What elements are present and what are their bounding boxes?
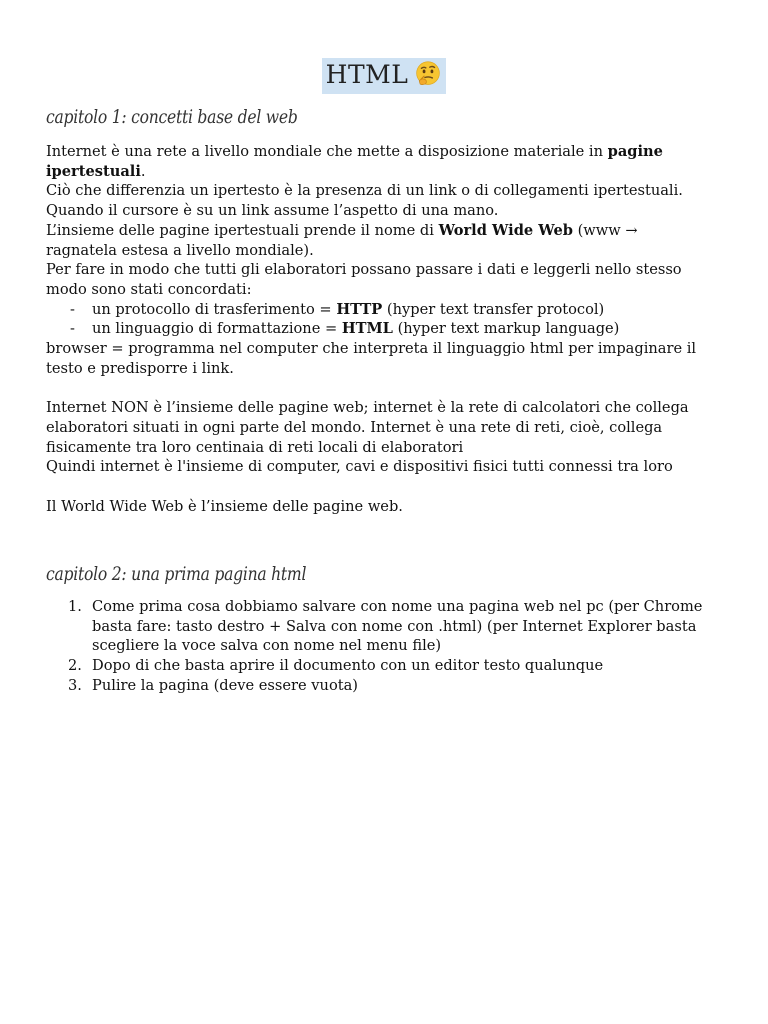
text-run: (hyper text transfer protocol): [382, 300, 605, 318]
list-item: [46, 656, 706, 676]
paragraph-quindi: Quindi internet è l'insieme di computer, cavi e dispositivi fisici tutti connessi tra loro: [46, 458, 673, 476]
text-run: un protocollo di trasferimento =: [92, 300, 337, 318]
paragraph-cursore: Quando il cursore è su un link assume l’aspetto di una mano.: [46, 202, 499, 220]
list-number: 1.: [68, 598, 82, 615]
protocol-list: [46, 300, 706, 339]
text-run: (hyper text markup language): [392, 320, 620, 338]
paragraph-world-wide-web: Il World Wide Web è l’insieme delle pagine web.: [46, 497, 403, 515]
chapter-1-body: [46, 142, 706, 516]
paragraph-www: [46, 221, 706, 260]
paragraph-internet-non: Internet NON è l’insieme delle pagine web; internet è la rete di calcolatori che collega elaboratori situati in ogni parte del mondo. Internet è una rete di reti, cioè, collega fisicamente tra loro centinaia di reti locali di elaboratori: [46, 399, 689, 456]
list-item: [46, 319, 706, 339]
list-item: [46, 300, 706, 320]
list-item-text: Pulire la pagina (deve essere vuota): [92, 676, 358, 694]
thinking-face-icon: [414, 60, 442, 88]
list-item: [46, 676, 706, 696]
text-run: L’insieme delle pagine ipertestuali prende il nome di: [46, 221, 439, 239]
title-container: [0, 58, 768, 94]
list-dash: -: [70, 300, 75, 318]
list-number: 2.: [68, 657, 82, 675]
bold-term-pagine-ipertestuali: pagine ipertestuali: [46, 143, 663, 180]
chapter-2-body: [46, 597, 706, 696]
text-run: (www → ragnatela estesa a livello mondiale).: [46, 221, 638, 259]
paragraph-concordati: Per fare in modo che tutti gli elaboratori possano passare i dati e leggerli nello stesso modo sono stati concordati:: [46, 261, 682, 298]
bold-term-html: HTML: [341, 320, 393, 338]
text-run: Internet è una rete a livello mondiale che mette a disposizione materiale in: [46, 143, 608, 160]
steps-list: [46, 597, 706, 696]
list-number: 3.: [68, 676, 82, 694]
text-run: un linguaggio di formattazione =: [92, 320, 342, 338]
list-item-text: Come prima cosa dobbiamo salvare con nome una pagina web nel pc (per Chrome basta fare: tasto destro + Salva con nome con .html) (per Internet Explorer basta scegliere la voce salva con nome nel menu file): [92, 598, 703, 655]
text-run: .: [140, 162, 146, 180]
list-dash: -: [70, 320, 75, 338]
spacer: [46, 378, 706, 398]
bold-term-http: HTTP: [336, 300, 383, 318]
chapter-2-heading: capitolo 2: una prima pagina html: [46, 563, 307, 585]
bold-term-world-wide-web: World Wide Web: [438, 221, 573, 239]
paragraph-ipertesto: Ciò che differenzia un ipertesto è la presenza di un link o di collegamenti ipertestuali.: [46, 182, 683, 200]
spacer: [46, 477, 706, 497]
title-text: HTML: [325, 60, 409, 89]
paragraph-browser: browser = programma nel computer che interpreta il linguaggio html per impaginare il testo e predisporre i link.: [46, 340, 697, 377]
document-title: [322, 58, 447, 94]
list-item: [46, 597, 706, 656]
list-item-text: Dopo di che basta aprire il documento con un editor testo qualunque: [92, 657, 604, 675]
paragraph-internet: [46, 142, 706, 181]
chapter-1-heading: capitolo 1: concetti base del web: [46, 106, 298, 128]
